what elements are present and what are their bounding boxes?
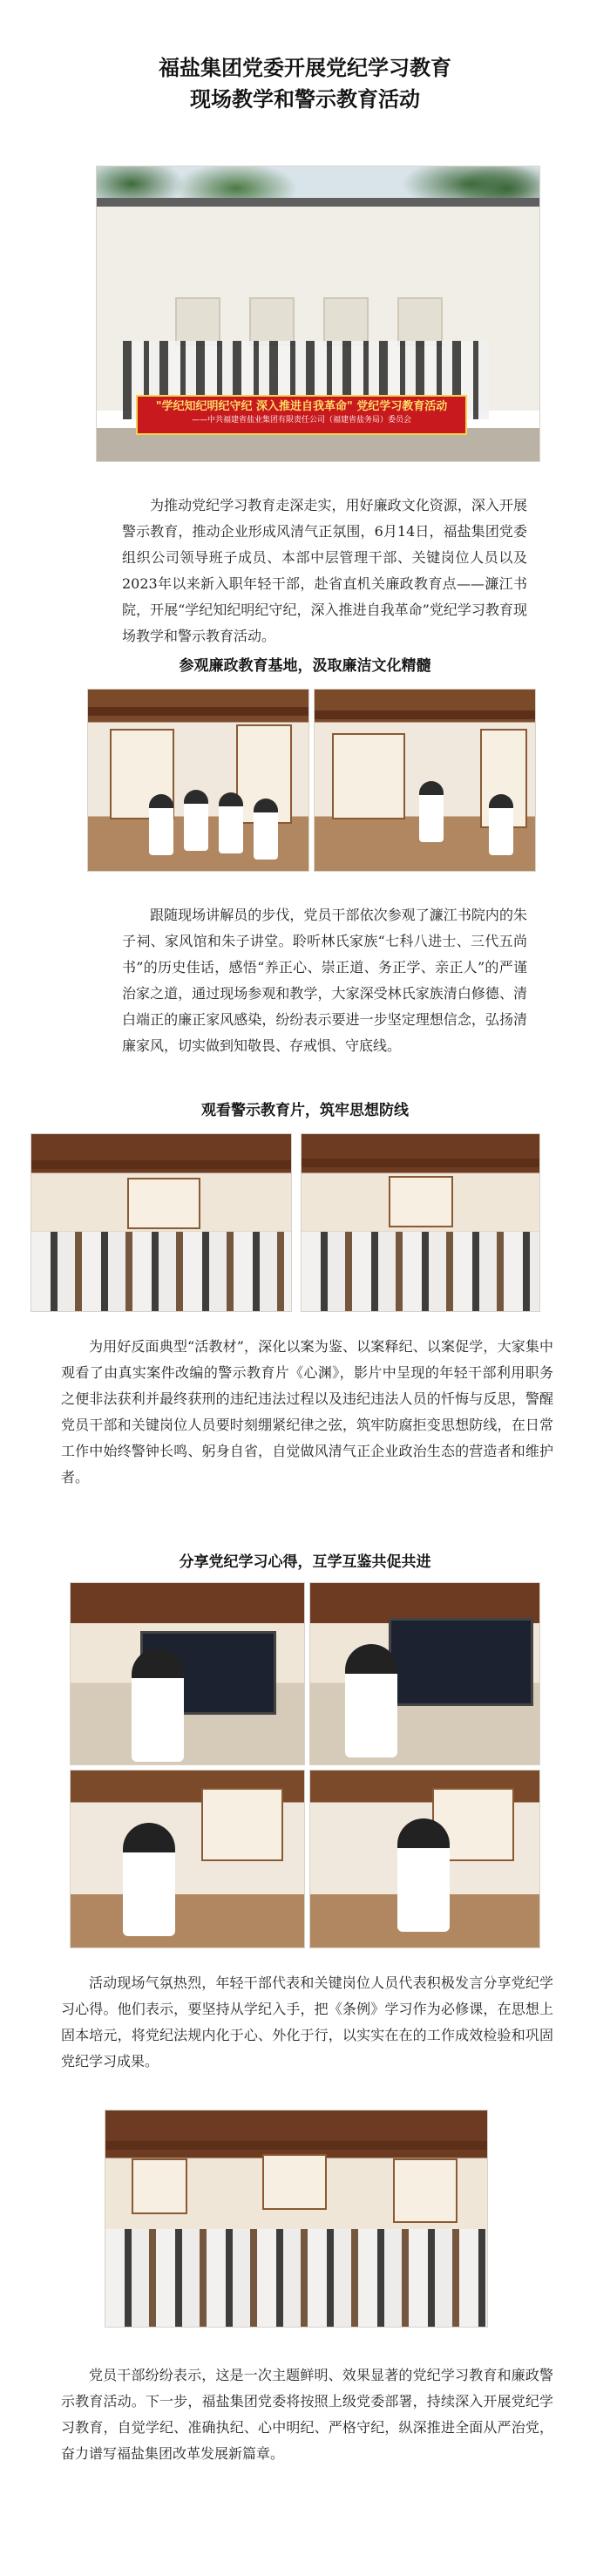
wall-panel: [201, 1788, 283, 1861]
speaker-photo-1: [70, 1582, 305, 1765]
speaker: [132, 1648, 184, 1762]
trees: [97, 167, 539, 201]
paragraph-1: 为推动党纪学习教育走深走实，用好廉政文化资源，深入开展警示教育，推动企业形成风清气正氛围，6月14日，福盐集团党委组织公司领导班子成员、本部中层管理干部、关键岗位人员以及2023年以来新入职年轻干部，赴省直机关廉政教育点——濂江书院，开展“学纪知纪明纪守纪，深入推进自我革命”党纪学习教育现场教学和警示教育活动。: [122, 497, 527, 644]
guide: [419, 781, 444, 842]
discussion-photo: [105, 2110, 488, 2328]
visitor: [219, 792, 243, 853]
visitor: [184, 790, 208, 851]
seated-participants: [105, 2229, 487, 2327]
roof-edge: [97, 198, 539, 207]
paragraph-2: 跟随现场讲解员的步伐，党员干部依次参观了濂江书院内的朱子祠、家风馆和朱子讲堂。聆听林氏家族“七科八进士、三代五尚书”的历史佳话，感悟“养正心、崇正道、务正学、亲正人”的严谨治家之道，通过现场参观和教学，大家深受林氏家族清白修德、清白端正的廉正家风感染，纷纷表示要进一步坚定理想信念，弘扬清廉家风，切实做到知敬畏、存戒惧、守底线。: [122, 907, 527, 1054]
wall-panel: [127, 1178, 200, 1229]
exhibit-photo-left: [87, 689, 309, 872]
red-banner: [136, 395, 467, 435]
banner-main-text: "学纪知纪明纪守纪 深入推进自我革命" 党纪学习教育活动: [155, 400, 448, 413]
wall-panel: [262, 2154, 327, 2210]
tv-screen: [389, 1618, 533, 1706]
speaker-photo-3: [70, 1770, 305, 1948]
paragraph-4: 活动现场气氛热烈，年轻干部代表和关键岗位人员代表积极发言分享党纪学习心得。他们表示，要坚持从学纪入手，把《条例》学习作为必修课，在思想上固本培元，将党纪法规内化于心、外化于行，以实实在在的工作成效检验和巩固党纪学习成果。: [61, 1974, 553, 2070]
speaker-photo-4: [309, 1770, 540, 1948]
seated-audience: [31, 1232, 291, 1311]
wall-character-plaque: [175, 297, 220, 346]
wall-character-plaque: [397, 297, 443, 346]
wall-panel: [393, 2158, 458, 2223]
screening-photo-right: [301, 1133, 540, 1312]
title-line-1: 福盐集团党委开展党纪学习教育: [159, 55, 451, 80]
visitor: [254, 799, 278, 860]
speaker-photo-2: [309, 1582, 540, 1765]
exhibit-panel: [332, 733, 405, 819]
exhibit-photo-right: [314, 689, 536, 872]
wall-character-plaque: [249, 297, 295, 346]
visitor: [149, 794, 173, 855]
seated-audience: [302, 1232, 539, 1311]
speaker: [345, 1644, 397, 1757]
screening-photo-left: [30, 1133, 292, 1312]
group-photo: [96, 166, 540, 462]
subheading-1: 参观廉政教育基地，汲取廉洁文化精髓: [179, 657, 431, 675]
wall-panel: [132, 2158, 187, 2214]
speaker: [123, 1823, 175, 1936]
paragraph-5: 党员干部纷纷表示，这是一次主题鲜明、效果显著的党纪学习教育和廉政警示教育活动。下一步，福盐集团党委将按照上级党委部署，持续深入开展党纪学习教育，自觉学纪、准确执纪、心中明纪、严格守纪，纵深推进全面从严治党，奋力谱写福盐集团改革发展新篇章。: [61, 2367, 553, 2462]
speaker: [397, 1818, 450, 1932]
wall-character-plaque: [323, 297, 369, 346]
article-title: [0, 52, 610, 115]
paragraph-3: 为用好反面典型“活教材”，深化以案为鉴、以案释纪、以案促学，大家集中观看了由真实案件改编的警示教育片《心渊》，影片中呈现的年轻干部利用职务之便非法获利并最终获刑的违纪违法过程以及违纪违法人员的忏悔与反思，警醒党员干部和关键岗位人员要时刻绷紧纪律之弦，筑牢防腐拒变思想防线，在日常工作中始终警钟长鸣、躬身自省，自觉做风清气正企业政治生态的营造者和维护者。: [61, 1338, 553, 1485]
banner-sub-text: ——中共福建省盐业集团有限责任公司（福建省盐务局）委员会: [191, 416, 411, 425]
title-line-2: 现场教学和警示教育活动: [190, 86, 420, 112]
visitor: [489, 794, 513, 855]
wall-panel: [389, 1176, 453, 1227]
subheading-2: 观看警示教育片，筑牢思想防线: [201, 1102, 409, 1119]
subheading-3: 分享党纪学习心得，互学互鉴共促共进: [179, 1553, 431, 1571]
